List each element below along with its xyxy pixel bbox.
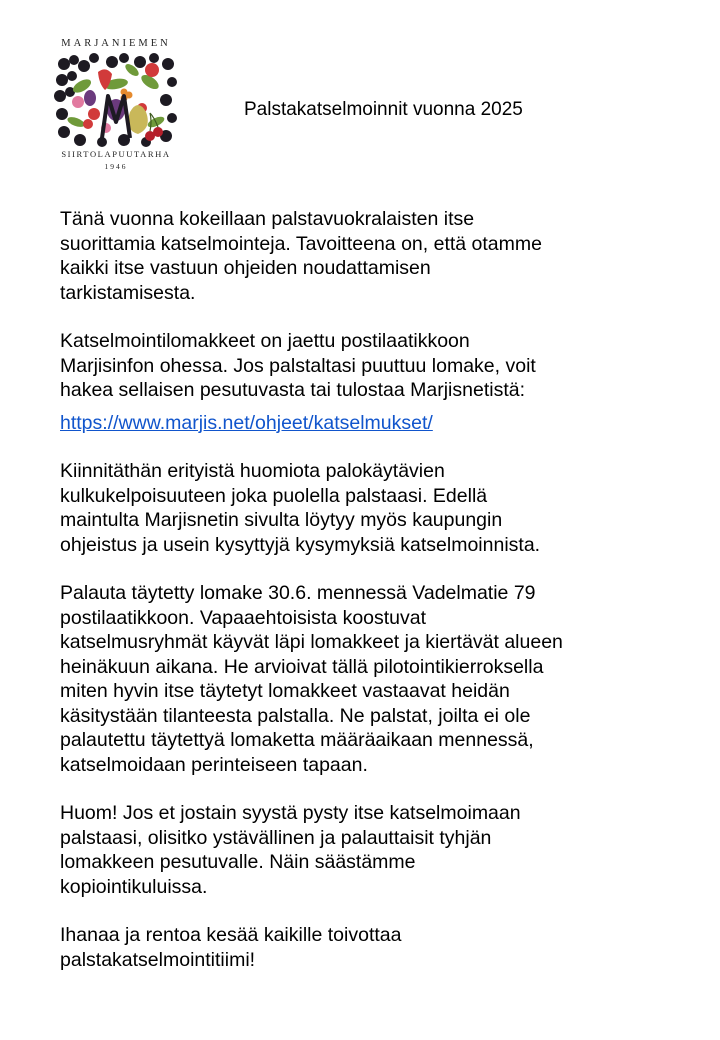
text-line: kaikki itse vastuun ohjeiden noudattamisen xyxy=(60,257,431,279)
fruit-illustration-icon xyxy=(54,52,178,148)
text-line: palstaasi, olisitko ystävällinen ja palauttaisit tyhjän xyxy=(60,826,492,849)
text-line: Katselmointilomakkeet on jaettu postilaatikkoon xyxy=(60,330,470,352)
text-line: palstakatselmointitiimi! xyxy=(60,948,256,971)
paragraph-fire-lanes xyxy=(60,459,670,557)
text-line: lomakkeen pesutuvalle. Näin säästämme xyxy=(60,851,416,873)
katselmukset-link[interactable]: https://www.marjis.net/ohjeet/katselmukset/ xyxy=(60,411,433,434)
logo-top-text: MARJANIEMEN xyxy=(61,38,171,49)
paragraph-return xyxy=(60,581,670,777)
text-line: miten hyvin itse täytetyt lomakkeet vastaavat heidän xyxy=(60,680,510,702)
text-line: Marjisinfon ohessa. Jos palstaltasi puuttuu lomake, voit xyxy=(60,354,536,377)
garden-logo xyxy=(52,38,180,178)
text-line: käsitystään tilanteesta palstalla. Ne palstat, joilta ei ole xyxy=(60,704,531,727)
paragraph-link xyxy=(60,411,670,436)
text-line: suorittamia katselmointeja. Tavoitteena on, että otamme xyxy=(60,232,542,255)
text-line: Palauta täytetty lomake 30.6. mennessä Vadelmatie 79 xyxy=(60,582,536,604)
logo-year: 1946 xyxy=(104,162,128,171)
text-line: kopiointikuluissa. xyxy=(60,875,208,898)
text-line: hakea sellaisen pesutuvasta tai tulostaa Marjisnetistä: xyxy=(60,379,526,401)
paragraph-closing xyxy=(60,923,670,972)
text-line: postilaatikkoon. Vapaaehtoisista koostuvat xyxy=(60,606,427,629)
text-line: Tänä vuonna kokeillaan palstavuokralaisten itse xyxy=(60,208,475,230)
text-line: heinäkuun aikana. He arvioivat tällä pilotointikierroksella xyxy=(60,655,544,678)
paragraph-note xyxy=(60,801,670,899)
text-line: kulkukelpoisuuteen joka puolella palstaasi. Edellä xyxy=(60,484,488,507)
text-line: ohjeistus ja usein kysyttyjä kysymyksiä katselmoinnista. xyxy=(60,533,541,556)
document-body xyxy=(60,207,670,972)
text-line: maintulta Marjisnetin sivulta löytyy myös kaupungin xyxy=(60,509,503,531)
text-line: Kiinnitäthän erityistä huomiota palokäytävien xyxy=(60,460,445,482)
text-line: Huom! Jos et jostain syystä pysty itse katselmoimaan xyxy=(60,802,521,824)
paragraph-forms xyxy=(60,329,670,403)
page-title: Palstakatselmoinnit vuonna 2025 xyxy=(244,99,523,120)
paragraph-intro xyxy=(60,207,670,305)
text-line: katselmoidaan perinteiseen tapaan. xyxy=(60,753,368,776)
text-line: Ihanaa ja rentoa kesää kaikille toivottaa xyxy=(60,924,402,946)
text-line: tarkistamisesta. xyxy=(60,281,196,304)
text-line: palautettu täytettyä lomaketta määräaikaan mennessä, xyxy=(60,729,534,751)
text-line: katselmusryhmät käyvät läpi lomakkeet ja kiertävät alueen xyxy=(60,631,563,653)
logo-bottom-text: SIIRTOLAPUUTARHA xyxy=(61,149,171,159)
